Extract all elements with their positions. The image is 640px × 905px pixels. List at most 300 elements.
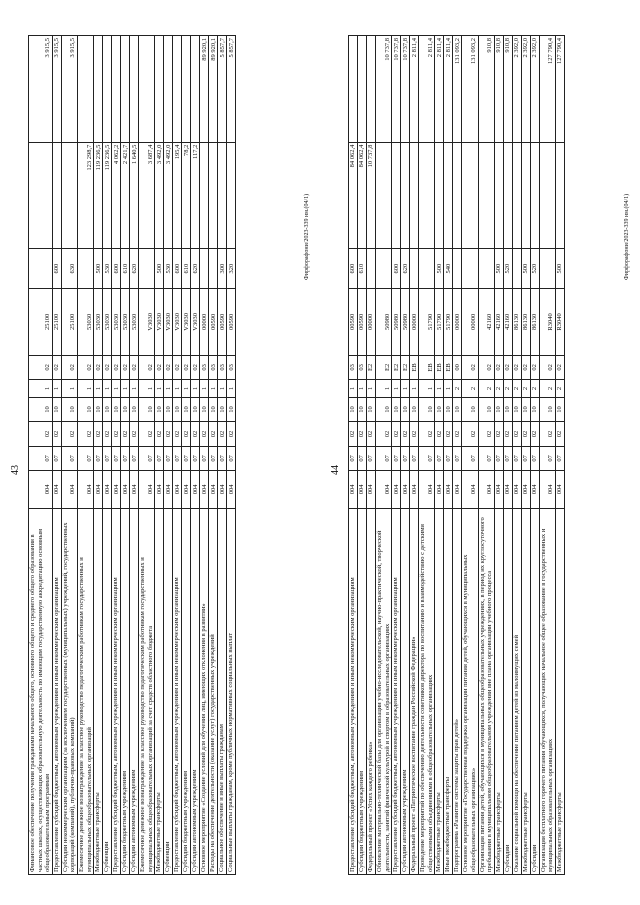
cell-gov-code: 004 — [94, 471, 103, 509]
cell-target-code: 25100 — [52, 289, 61, 356]
cell-expense-type: 320 — [227, 249, 236, 289]
row-name: Субсидии — [503, 508, 512, 874]
cell-gov-code: 004 — [182, 471, 191, 509]
cell-section: 07 — [521, 446, 530, 470]
cell-target-code: 53030 — [112, 289, 121, 356]
table-row — [521, 36, 530, 875]
cell-measure-code: 02 — [503, 355, 512, 379]
cell-gov-code: 004 — [494, 471, 503, 509]
cell-subsection: 02 — [77, 422, 93, 446]
cell-amount-a: 84 062,4 — [349, 142, 358, 249]
cell-measure-code: 03 — [200, 355, 209, 379]
cell-subprogram-code: 1 — [61, 380, 77, 398]
cell-amount-b — [182, 36, 191, 143]
table-row — [453, 36, 462, 875]
cell-measure-code: 02 — [155, 355, 164, 379]
cell-amount-a — [227, 142, 236, 249]
cell-subprogram-code: 1 — [227, 380, 236, 398]
cell-program-code: 10 — [376, 397, 392, 421]
cell-program-code: 10 — [227, 397, 236, 421]
cell-target-code: 00590 — [218, 289, 227, 356]
cell-section: 07 — [512, 446, 521, 470]
cell-target-code: 00000 — [462, 289, 478, 356]
cell-subprogram-code: 1 — [358, 380, 367, 398]
table-row — [155, 36, 164, 875]
cell-subprogram-code: 1 — [367, 380, 376, 398]
row-name: Межбюджетные трансферты — [435, 508, 444, 874]
cell-measure-code: 02 — [61, 355, 77, 379]
cell-gov-code: 004 — [419, 471, 435, 509]
cell-subsection: 02 — [530, 422, 539, 446]
cell-target-code: 00590 — [227, 289, 236, 356]
cell-target-code: 53030 — [77, 289, 93, 356]
cell-section: 07 — [539, 446, 555, 470]
row-name: Основное мероприятие «Государственная поддержка организации питания детей, обучающихся в муниципальных общеобразовательных организациях» — [462, 508, 478, 874]
cell-subprogram-code: 1 — [155, 380, 164, 398]
cell-gov-code: 004 — [530, 471, 539, 509]
table-row — [103, 36, 112, 875]
cell-program-code: 10 — [182, 397, 191, 421]
cell-expense-type — [539, 249, 555, 289]
cell-amount-b: 131 093,2 — [453, 36, 462, 143]
cell-measure-code: 03 — [358, 355, 367, 379]
cell-expense-type: 610 — [358, 249, 367, 289]
cell-target-code: 53030 — [121, 289, 130, 356]
cell-amount-b — [121, 36, 130, 143]
cell-section: 07 — [164, 446, 173, 470]
cell-amount-a — [453, 142, 462, 249]
cell-subsection: 02 — [209, 422, 218, 446]
cell-amount-b: 3 915,5 — [52, 36, 61, 143]
cell-amount-a — [200, 142, 209, 249]
cell-measure-code: 02 — [139, 355, 155, 379]
cell-subsection: 02 — [539, 422, 555, 446]
cell-target-code: 86130 — [512, 289, 521, 356]
cell-section: 07 — [410, 446, 419, 470]
cell-section: 07 — [555, 446, 564, 470]
row-name: Субсидии бюджетным учреждениям — [121, 508, 130, 874]
cell-measure-code: E2 — [376, 355, 392, 379]
cell-measure-code: 02 — [121, 355, 130, 379]
table-row — [392, 36, 401, 875]
cell-measure-code: 02 — [29, 355, 53, 379]
cell-program-code: 10 — [164, 397, 173, 421]
cell-target-code: R3040 — [539, 289, 555, 356]
cell-expense-type: 530 — [164, 249, 173, 289]
cell-gov-code: 004 — [376, 471, 392, 509]
cell-amount-b: 89 920,1 — [209, 36, 218, 143]
cell-program-code: 10 — [191, 397, 200, 421]
cell-section: 07 — [376, 446, 392, 470]
cell-program-code: 10 — [121, 397, 130, 421]
cell-amount-b: 2 392,0 — [512, 36, 521, 143]
cell-expense-type: 520 — [503, 249, 512, 289]
cell-gov-code: 004 — [112, 471, 121, 509]
cell-section: 07 — [503, 446, 512, 470]
cell-measure-code: 02 — [130, 355, 139, 379]
cell-expense-type — [209, 249, 218, 289]
cell-gov-code: 004 — [200, 471, 209, 509]
cell-target-code: 51790 — [435, 289, 444, 356]
cell-program-code: 10 — [358, 397, 367, 421]
row-name: Расходы на обеспечение деятельности (оказание услуг) государственных учреждений — [209, 508, 218, 874]
table-row — [530, 36, 539, 875]
cell-amount-a — [410, 142, 419, 249]
cell-program-code: 10 — [94, 397, 103, 421]
table-row — [539, 36, 555, 875]
row-name: Проведение мероприятий по обеспечению деятельности советников директора по воспитанию и взаимодействию с детскими общественными объединениями в общеобразовательных организациях — [419, 508, 435, 874]
cell-amount-a — [401, 142, 410, 249]
cell-program-code: 10 — [401, 397, 410, 421]
cell-amount-a: 119 236,5 — [103, 142, 112, 249]
cell-amount-a: 4 062,2 — [112, 142, 121, 249]
cell-subsection: 02 — [367, 422, 376, 446]
cell-subsection: 02 — [512, 422, 521, 446]
cell-expense-type: 620 — [130, 249, 139, 289]
cell-measure-code: 02 — [164, 355, 173, 379]
cell-expense-type: 300 — [218, 249, 227, 289]
cell-subsection: 02 — [358, 422, 367, 446]
row-name: Субсидии — [530, 508, 539, 874]
table-row — [494, 36, 503, 875]
cell-subsection: 02 — [52, 422, 61, 446]
row-name: Предоставление субсидий бюджетным, автономным учреждениям и иным некоммерческим организациям — [112, 508, 121, 874]
cell-subsection: 02 — [555, 422, 564, 446]
cell-section: 07 — [121, 446, 130, 470]
cell-subprogram-code: 1 — [349, 380, 358, 398]
cell-expense-type: 520 — [530, 249, 539, 289]
cell-gov-code: 004 — [121, 471, 130, 509]
cell-subsection: 02 — [191, 422, 200, 446]
cell-target-code: V3030 — [164, 289, 173, 356]
cell-amount-a: 123 298,7 — [77, 142, 93, 249]
cell-program-code: 10 — [539, 397, 555, 421]
cell-amount-a: 84 062,4 — [358, 142, 367, 249]
cell-target-code: 50980 — [376, 289, 392, 356]
cell-program-code: 10 — [494, 397, 503, 421]
cell-subprogram-code: 1 — [112, 380, 121, 398]
cell-measure-code: 02 — [478, 355, 494, 379]
cell-subsection: 02 — [401, 422, 410, 446]
cell-expense-type: 500 — [521, 249, 530, 289]
cell-amount-b — [173, 36, 182, 143]
cell-gov-code: 004 — [512, 471, 521, 509]
cell-subsection: 02 — [121, 422, 130, 446]
cell-subprogram-code: 2 — [530, 380, 539, 398]
cell-program-code: 10 — [530, 397, 539, 421]
cell-gov-code: 004 — [539, 471, 555, 509]
cell-measure-code: EB — [444, 355, 453, 379]
cell-amount-a — [539, 142, 555, 249]
table-row — [410, 36, 419, 875]
cell-program-code: 10 — [61, 397, 77, 421]
cell-section: 07 — [139, 446, 155, 470]
cell-subsection: 02 — [376, 422, 392, 446]
cell-subprogram-code: 1 — [419, 380, 435, 398]
cell-amount-a — [392, 142, 401, 249]
cell-program-code: 10 — [218, 397, 227, 421]
cell-measure-code: EB — [435, 355, 444, 379]
cell-section: 07 — [209, 446, 218, 470]
cell-target-code: 00590 — [358, 289, 367, 356]
cell-section: 07 — [155, 446, 164, 470]
cell-expense-type — [200, 249, 209, 289]
table-row — [401, 36, 410, 875]
cell-target-code: V3030 — [173, 289, 182, 356]
cell-program-code: 10 — [478, 397, 494, 421]
cell-gov-code: 004 — [227, 471, 236, 509]
cell-amount-b: 89 920,1 — [200, 36, 209, 143]
cell-expense-type: 610 — [182, 249, 191, 289]
cell-target-code: 42160 — [503, 289, 512, 356]
cell-amount-b — [358, 36, 367, 143]
cell-gov-code: 004 — [52, 471, 61, 509]
table-row — [462, 36, 478, 875]
cell-subprogram-code: 1 — [29, 380, 53, 398]
cell-subsection: 02 — [349, 422, 358, 446]
table-row — [112, 36, 121, 875]
cell-amount-b: 2 392,0 — [521, 36, 530, 143]
table-row — [358, 36, 367, 875]
row-name: Межбюджетные трансферты — [521, 508, 530, 874]
cell-measure-code: 03 — [218, 355, 227, 379]
row-name: Субсидии некоммерческим организациям (за исключением государственных (муниципальных) учреждений, государственных корпораций (компаний), публично-правовых компаний) — [61, 508, 77, 874]
cell-target-code: 42160 — [494, 289, 503, 356]
cell-expense-type — [367, 249, 376, 289]
cell-amount-b: 3 915,5 — [29, 36, 53, 143]
cell-section: 07 — [392, 446, 401, 470]
cell-expense-type — [77, 249, 93, 289]
cell-gov-code: 004 — [435, 471, 444, 509]
cell-program-code: 10 — [392, 397, 401, 421]
cell-measure-code: 00 — [453, 355, 462, 379]
page-footer: Фирфорафони/2023-339 нм.(04/1) — [304, 193, 310, 280]
cell-amount-b: 2 811,4 — [419, 36, 435, 143]
cell-subprogram-code: 2 — [521, 380, 530, 398]
row-name: Оказание социальной помощи на обеспечение питанием детей из малоимущих семей — [512, 508, 521, 874]
cell-measure-code: 02 — [462, 355, 478, 379]
cell-expense-type — [410, 249, 419, 289]
cell-target-code: 51790 — [419, 289, 435, 356]
cell-program-code: 10 — [555, 397, 564, 421]
cell-gov-code: 004 — [401, 471, 410, 509]
table-row — [200, 36, 209, 875]
cell-subprogram-code: 1 — [444, 380, 453, 398]
cell-measure-code: 02 — [539, 355, 555, 379]
cell-amount-b — [191, 36, 200, 143]
cell-amount-a — [478, 142, 494, 249]
row-name: Основное мероприятие «Создание условий для обучения лиц, имеющих отклонения в развитии» — [200, 508, 209, 874]
cell-measure-code: 02 — [112, 355, 121, 379]
cell-expense-type: 600 — [392, 249, 401, 289]
cell-measure-code: 02 — [512, 355, 521, 379]
cell-program-code: 10 — [173, 397, 182, 421]
cell-expense-type: 530 — [103, 249, 112, 289]
cell-section: 07 — [112, 446, 121, 470]
cell-expense-type — [376, 249, 392, 289]
cell-gov-code: 004 — [61, 471, 77, 509]
cell-subprogram-code: 1 — [410, 380, 419, 398]
cell-expense-type: 540 — [444, 249, 453, 289]
cell-amount-a — [512, 142, 521, 249]
cell-section: 07 — [435, 446, 444, 470]
cell-gov-code: 004 — [130, 471, 139, 509]
cell-subsection: 02 — [218, 422, 227, 446]
cell-subprogram-code: 1 — [121, 380, 130, 398]
cell-target-code: 50980 — [392, 289, 401, 356]
cell-expense-type: 500 — [494, 249, 503, 289]
cell-subprogram-code: 1 — [209, 380, 218, 398]
cell-target-code: 00000 — [453, 289, 462, 356]
cell-expense-type: 630 — [61, 249, 77, 289]
cell-target-code: 53030 — [94, 289, 103, 356]
cell-amount-a: 2 421,7 — [121, 142, 130, 249]
cell-subsection: 02 — [419, 422, 435, 446]
cell-gov-code: 004 — [478, 471, 494, 509]
cell-program-code: 10 — [349, 397, 358, 421]
cell-subsection: 02 — [200, 422, 209, 446]
cell-gov-code: 004 — [358, 471, 367, 509]
cell-subsection: 02 — [227, 422, 236, 446]
cell-subprogram-code: 1 — [376, 380, 392, 398]
cell-measure-code: 02 — [530, 355, 539, 379]
cell-amount-b — [77, 36, 93, 143]
cell-subsection: 02 — [478, 422, 494, 446]
cell-target-code: 42160 — [478, 289, 494, 356]
cell-section: 07 — [77, 446, 93, 470]
cell-amount-b: 2 811,4 — [435, 36, 444, 143]
cell-gov-code: 004 — [503, 471, 512, 509]
cell-subprogram-code: 1 — [77, 380, 93, 398]
cell-program-code: 10 — [444, 397, 453, 421]
cell-measure-code: 02 — [182, 355, 191, 379]
cell-program-code: 10 — [139, 397, 155, 421]
cell-gov-code: 004 — [521, 471, 530, 509]
cell-subsection: 02 — [164, 422, 173, 446]
cell-subsection: 02 — [94, 422, 103, 446]
cell-amount-b — [130, 36, 139, 143]
cell-amount-a: 3 687,4 — [139, 142, 155, 249]
cell-program-code: 10 — [410, 397, 419, 421]
cell-section: 07 — [191, 446, 200, 470]
row-name: Организация питания детей, обучающихся в муниципальных общеобразовательных учреждениях, в период их круглосуточного пребывания в муниципальном общеобразовательном учреждении вне плана организации учебного процесса — [478, 508, 494, 874]
cell-amount-a — [555, 142, 564, 249]
cell-subprogram-code: 2 — [555, 380, 564, 398]
row-name: Предоставление субсидий бюджетным, автономным учреждениям и иным некоммерческим организациям — [349, 508, 358, 874]
cell-amount-a: 3 492,0 — [164, 142, 173, 249]
cell-amount-b — [164, 36, 173, 143]
cell-section: 07 — [444, 446, 453, 470]
cell-amount-a — [435, 142, 444, 249]
cell-section: 07 — [494, 446, 503, 470]
cell-expense-type: 620 — [191, 249, 200, 289]
cell-amount-a — [521, 142, 530, 249]
cell-amount-a — [218, 142, 227, 249]
cell-measure-code: E2 — [401, 355, 410, 379]
cell-gov-code: 004 — [555, 471, 564, 509]
cell-amount-b — [112, 36, 121, 143]
row-name: Субвенции — [164, 508, 173, 874]
cell-program-code: 10 — [419, 397, 435, 421]
cell-target-code: 25100 — [61, 289, 77, 356]
cell-measure-code: EB — [419, 355, 435, 379]
cell-subprogram-code: 1 — [52, 380, 61, 398]
cell-program-code: 10 — [155, 397, 164, 421]
table-row — [209, 36, 218, 875]
cell-expense-type: 600 — [52, 249, 61, 289]
table-row — [164, 36, 173, 875]
cell-amount-b — [367, 36, 376, 143]
cell-gov-code: 004 — [349, 471, 358, 509]
cell-amount-b — [155, 36, 164, 143]
cell-amount-a: 119 236,5 — [94, 142, 103, 249]
cell-subsection: 02 — [173, 422, 182, 446]
cell-expense-type: 600 — [349, 249, 358, 289]
cell-gov-code: 004 — [444, 471, 453, 509]
cell-subprogram-code: 1 — [392, 380, 401, 398]
cell-section: 07 — [218, 446, 227, 470]
table-row — [555, 36, 564, 875]
cell-amount-b — [103, 36, 112, 143]
cell-amount-b: 2 811,4 — [410, 36, 419, 143]
cell-expense-type — [29, 249, 53, 289]
cell-program-code: 10 — [512, 397, 521, 421]
cell-gov-code: 004 — [103, 471, 112, 509]
cell-gov-code: 004 — [410, 471, 419, 509]
cell-subsection: 02 — [462, 422, 478, 446]
cell-amount-b: 10 737,8 — [392, 36, 401, 143]
cell-subprogram-code: 2 — [494, 380, 503, 398]
row-name: Субсидии автономным учреждениям — [401, 508, 410, 874]
cell-program-code: 10 — [462, 397, 478, 421]
row-name: Субсидии бюджетным учреждениям — [358, 508, 367, 874]
cell-amount-a — [419, 142, 435, 249]
cell-subsection: 02 — [444, 422, 453, 446]
cell-subprogram-code: 1 — [435, 380, 444, 398]
cell-measure-code: E2 — [367, 355, 376, 379]
cell-amount-a: 195,4 — [173, 142, 182, 249]
cell-program-code: 10 — [503, 397, 512, 421]
cell-subprogram-code: 1 — [173, 380, 182, 398]
cell-measure-code: 03 — [227, 355, 236, 379]
row-name: Межбюджетные трансферты — [555, 508, 564, 874]
cell-target-code: 00000 — [200, 289, 209, 356]
cell-target-code: 50980 — [401, 289, 410, 356]
cell-amount-a — [503, 142, 512, 249]
cell-program-code: 10 — [103, 397, 112, 421]
cell-amount-b: 5 857,7 — [218, 36, 227, 143]
cell-target-code: 51790 — [444, 289, 453, 356]
cell-expense-type: 500 — [94, 249, 103, 289]
cell-section: 07 — [530, 446, 539, 470]
cell-amount-b: 910,8 — [478, 36, 494, 143]
cell-target-code: 00000 — [410, 289, 419, 356]
cell-gov-code: 004 — [367, 471, 376, 509]
table-row — [367, 36, 376, 875]
cell-expense-type — [462, 249, 478, 289]
table-row — [478, 36, 494, 875]
cell-target-code: V3030 — [155, 289, 164, 356]
cell-subprogram-code: 1 — [218, 380, 227, 398]
cell-section: 07 — [462, 446, 478, 470]
cell-program-code: 10 — [435, 397, 444, 421]
table-row — [61, 36, 77, 875]
row-name: Социальные выплаты гражданам, кроме публичных нормативных социальных выплат — [227, 508, 236, 874]
cell-gov-code: 004 — [392, 471, 401, 509]
cell-subprogram-code: 2 — [462, 380, 478, 398]
cell-amount-b — [139, 36, 155, 143]
cell-amount-a — [530, 142, 539, 249]
